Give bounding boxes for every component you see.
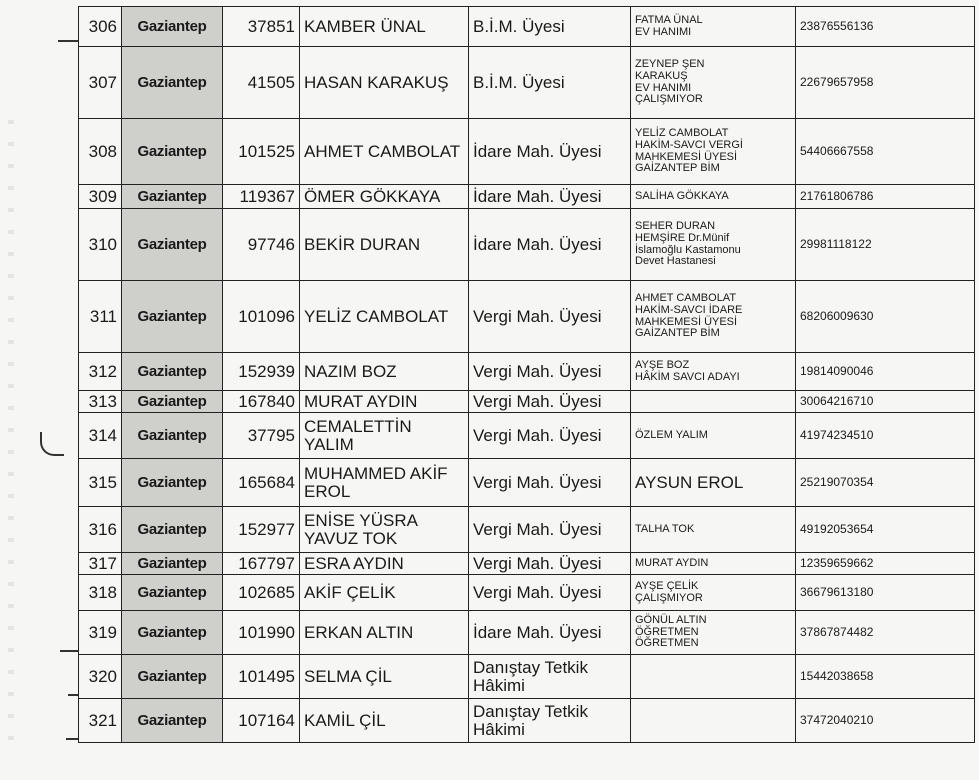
spouse-line: AHMET CAMBOLAT [635,292,737,305]
registry-number: 37795 [223,413,300,459]
id-number: 12359659662 [796,553,975,575]
id-number: 15442038658 [796,655,975,699]
spouse-line: HAKİM-SAVCI VERGİ [635,138,743,151]
role-title: Vergi Mah. Üyesi [469,281,631,353]
spouse-line: ÖĞRETMEN [635,637,699,650]
city-cell: Gaziantep [122,611,223,655]
role-title: B.İ.M. Üyesi [469,47,631,119]
registry-number: 152977 [223,507,300,553]
person-name: CEMALETTİN YALIM [300,413,469,459]
role-title: İdare Mah. Üyesi [469,209,631,281]
id-number: 36679613180 [796,575,975,611]
spouse-line: AYSUN EROL [635,472,744,492]
spouse-line: Devet Hastanesi [635,255,716,268]
table-row [79,391,975,413]
city-cell: Gaziantep [122,185,223,209]
role-title: B.İ.M. Üyesi [469,7,631,47]
spouse-line: YELİZ CAMBOLAT [635,127,729,140]
spouse-info [631,47,796,119]
city-cell: Gaziantep [122,47,223,119]
spouse-line: FATMA ÜNAL [635,13,703,26]
spouse-info [631,611,796,655]
registry-number: 152939 [223,353,300,391]
role-title: İdare Mah. Üyesi [469,611,631,655]
spouse-line: SALİHA GÖKKAYA [635,189,729,202]
spouse-line: AYŞE ÇELİK [635,579,699,592]
table-row [79,119,975,185]
spouse-line: MURAT AYDIN [635,556,709,569]
id-number: 29981118122 [796,209,975,281]
id-number: 37867874482 [796,611,975,655]
row-number: 314 [79,413,122,459]
registry-number: 165684 [223,459,300,507]
scan-edge-noise [8,120,14,740]
spouse-info [631,353,796,391]
personnel-table [78,6,975,743]
row-number: 309 [79,185,122,209]
id-number: 49192053654 [796,507,975,553]
city-cell: Gaziantep [122,507,223,553]
spouse-line: ZEYNEP ŞEN [635,58,705,71]
role-title: Vergi Mah. Üyesi [469,413,631,459]
person-name: KAMBER ÜNAL [300,7,469,47]
row-number: 319 [79,611,122,655]
spouse-line: GÖNÜL ALTIN [635,614,707,627]
city-cell: Gaziantep [122,655,223,699]
spouse-info [631,575,796,611]
table-row [79,507,975,553]
id-number: 23876556136 [796,7,975,47]
person-name: BEKİR DURAN [300,209,469,281]
table-row [79,699,975,743]
spouse-line: KARAKUŞ [635,69,688,82]
spouse-line: ÇALIŞMIYOR [635,93,703,106]
spouse-info [631,7,796,47]
spouse-line: GAİZANTEP BİM [635,162,720,175]
registry-number: 107164 [223,699,300,743]
spouse-info [631,459,796,507]
city-cell: Gaziantep [122,699,223,743]
role-title: Danıştay Tetkik Hâkimi [469,699,631,743]
spouse-line: ÖZLEM YALIM [635,428,708,441]
city-cell: Gaziantep [122,119,223,185]
table-row [79,611,975,655]
city-cell: Gaziantep [122,575,223,611]
role-title: İdare Mah. Üyesi [469,119,631,185]
spouse-info [631,185,796,209]
table-row [79,575,975,611]
person-name: ÖMER GÖKKAYA [300,185,469,209]
city-cell: Gaziantep [122,413,223,459]
person-name: YELİZ CAMBOLAT [300,281,469,353]
person-name: KAMİL ÇİL [300,699,469,743]
registry-number: 101096 [223,281,300,353]
spouse-line: EV HANIMI [635,81,692,94]
spouse-line: SEHER DURAN [635,220,716,233]
spouse-line: AYŞE BOZ [635,358,690,371]
registry-number: 101495 [223,655,300,699]
row-number: 317 [79,553,122,575]
spouse-line: İslamoğlu Kastamonu [635,243,741,256]
person-name: ESRA AYDIN [300,553,469,575]
registry-number: 119367 [223,185,300,209]
row-number: 308 [79,119,122,185]
id-number: 37472040210 [796,699,975,743]
table-row [79,655,975,699]
table-row [79,553,975,575]
role-title: Vergi Mah. Üyesi [469,575,631,611]
row-number: 320 [79,655,122,699]
pen-mark [60,650,78,652]
person-name: MUHAMMED AKİF EROL [300,459,469,507]
registry-number: 101990 [223,611,300,655]
person-name: ERKAN ALTIN [300,611,469,655]
person-name: SELMA ÇİL [300,655,469,699]
spouse-line: GAİZANTEP BİM [635,327,720,340]
role-title: İdare Mah. Üyesi [469,185,631,209]
role-title: Danıştay Tetkik Hâkimi [469,655,631,699]
spouse-line: TALHA TOK [635,522,695,535]
spouse-info [631,119,796,185]
person-name: MURAT AYDIN [300,391,469,413]
person-name: NAZIM BOZ [300,353,469,391]
id-number: 68206009630 [796,281,975,353]
person-name: AHMET CAMBOLAT [300,119,469,185]
registry-number: 37851 [223,7,300,47]
table-row [79,281,975,353]
row-number: 312 [79,353,122,391]
spouse-line: HEMŞİRE Dr.Münif [635,231,730,244]
spouse-info [631,553,796,575]
role-title: Vergi Mah. Üyesi [469,507,631,553]
row-number: 315 [79,459,122,507]
person-name: HASAN KARAKUŞ [300,47,469,119]
table-row [79,185,975,209]
pen-mark [68,694,78,696]
spouse-line: EV HANIMI [635,25,692,38]
spouse-line: HAKİM-SAVCI İDARE [635,303,743,316]
role-title: Vergi Mah. Üyesi [469,391,631,413]
spouse-line: MAHKEMESİ ÜYESİ [635,315,738,328]
row-number: 318 [79,575,122,611]
spouse-info [631,655,796,699]
spouse-line: ÇALIŞMIYOR [635,591,703,604]
city-cell: Gaziantep [122,553,223,575]
registry-number: 167840 [223,391,300,413]
role-title: Vergi Mah. Üyesi [469,459,631,507]
id-number: 54406667558 [796,119,975,185]
city-cell: Gaziantep [122,353,223,391]
spouse-line: ÖĞRETMEN [635,625,699,638]
spouse-info [631,413,796,459]
registry-number: 97746 [223,209,300,281]
id-number: 30064216710 [796,391,975,413]
spouse-line: MAHKEMESİ ÜYESİ [635,150,738,163]
row-number: 311 [79,281,122,353]
city-cell: Gaziantep [122,209,223,281]
row-number: 313 [79,391,122,413]
city-cell: Gaziantep [122,281,223,353]
id-number: 22679657958 [796,47,975,119]
spouse-info [631,507,796,553]
person-name: ENİSE YÜSRA YAVUZ TOK [300,507,469,553]
city-cell: Gaziantep [122,459,223,507]
pen-mark [58,40,78,42]
role-title: Vergi Mah. Üyesi [469,353,631,391]
spouse-info [631,699,796,743]
spouse-info [631,281,796,353]
row-number: 307 [79,47,122,119]
pen-mark [40,432,64,456]
table-row [79,209,975,281]
row-number: 321 [79,699,122,743]
spouse-line: HÂKİM SAVCI ADAYI [635,370,740,383]
id-number: 21761806786 [796,185,975,209]
pen-mark [66,738,78,740]
registry-number: 101525 [223,119,300,185]
row-number: 316 [79,507,122,553]
city-cell: Gaziantep [122,7,223,47]
registry-number: 41505 [223,47,300,119]
role-title: Vergi Mah. Üyesi [469,553,631,575]
person-name: AKİF ÇELİK [300,575,469,611]
city-cell: Gaziantep [122,391,223,413]
table-row [79,459,975,507]
spouse-info [631,209,796,281]
spouse-info [631,391,796,413]
table-row [79,413,975,459]
id-number: 41974234510 [796,413,975,459]
table-row [79,353,975,391]
registry-number: 167797 [223,553,300,575]
id-number: 25219070354 [796,459,975,507]
table-row [79,7,975,47]
id-number: 19814090046 [796,353,975,391]
table-row [79,47,975,119]
registry-number: 102685 [223,575,300,611]
table-body [79,7,975,743]
row-number: 306 [79,7,122,47]
row-number: 310 [79,209,122,281]
